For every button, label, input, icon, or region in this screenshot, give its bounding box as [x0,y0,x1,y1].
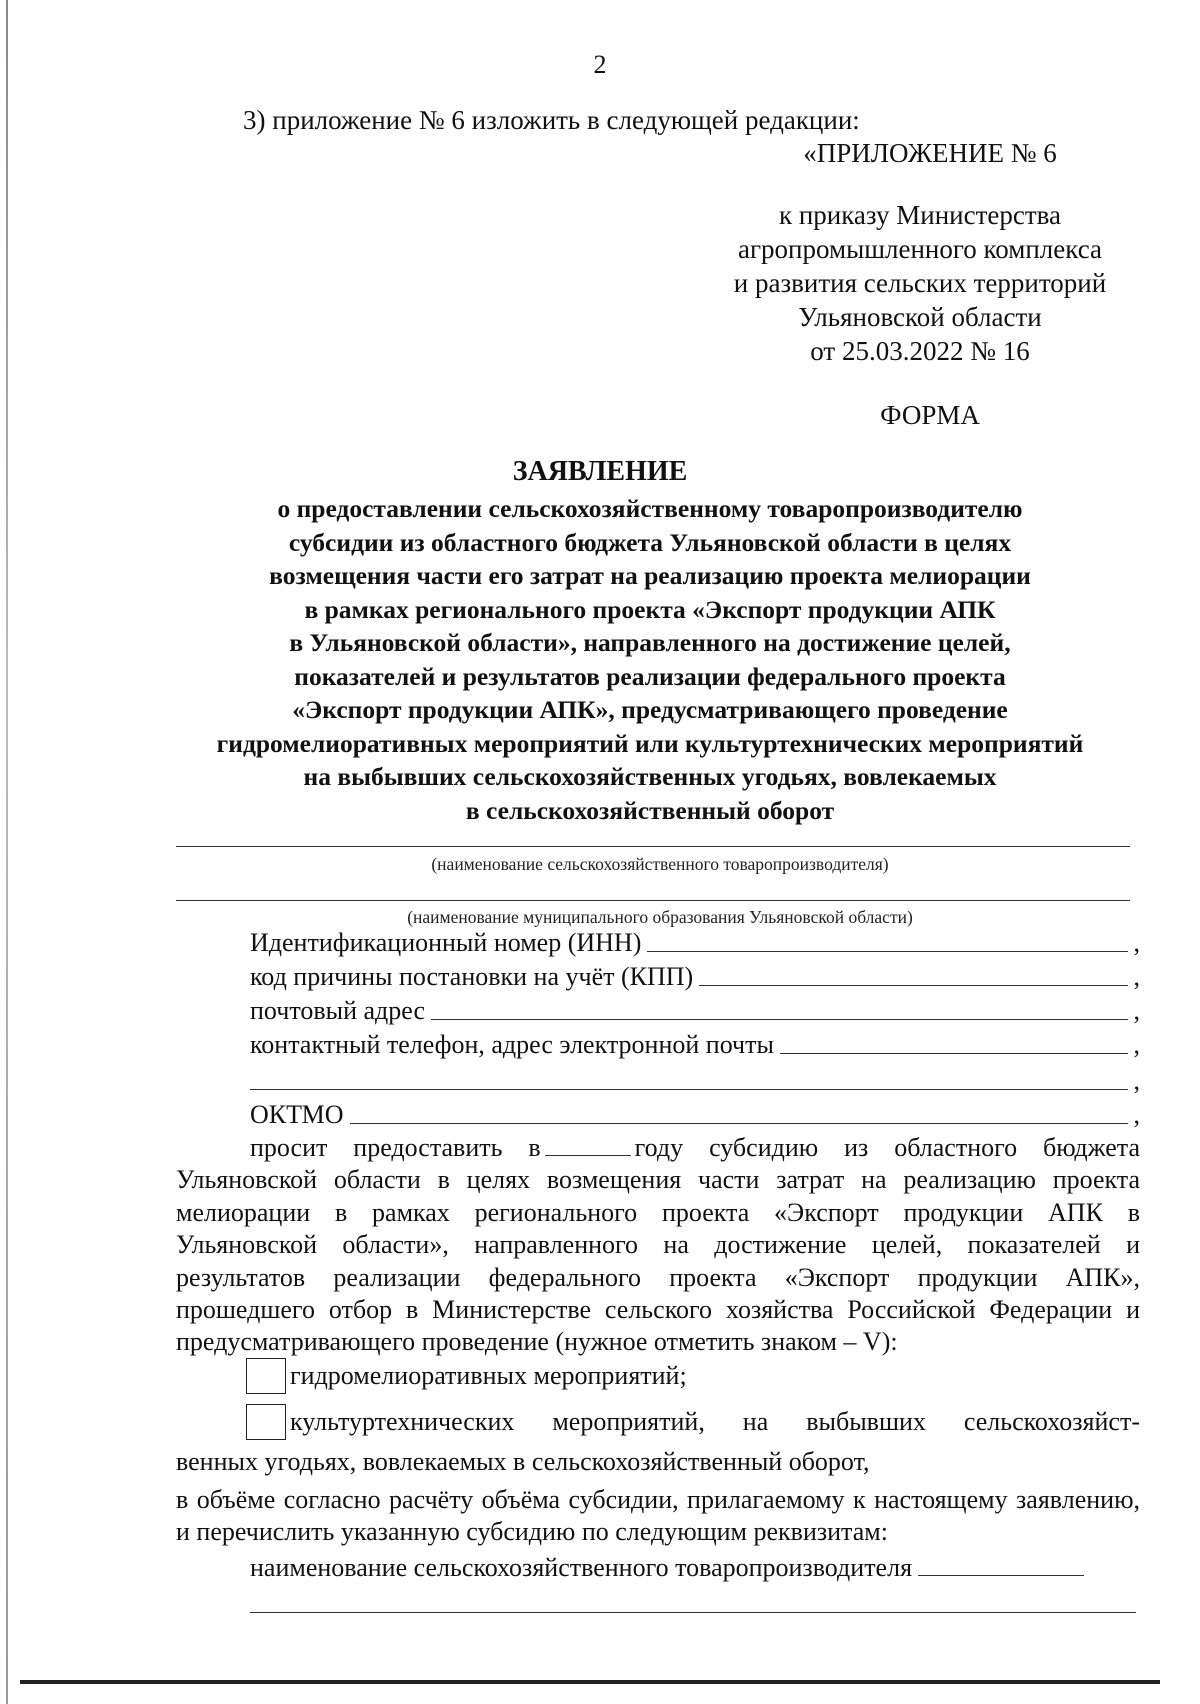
subtitle-line: гидромелиоративных мероприятий или культуртехнических мероприятий [216,728,1084,758]
request-continuation: Ульяновской области в целях возмещения части затрат на реализацию проекта мелиорации в рамках регионального проекта «Экспорт продукции АПК в Ульяновской области», направленного на достижение целей, показателей и результатов реализации федерального проекта «Экспорт продукции АПК», прошедшего отбор в Министерстве сельского хозяйства Российской Федерации и предусматривающего проведение (нужное отметить знаком – V): [176,1165,1140,1357]
producer-name-caption: (наименование сельскохозяйственного товаропроизводителя) [431,854,889,874]
request-after-year: году субсидию из областного бюджета [634,1133,1140,1162]
subtitle-line: показателей и результатов реализации федерального проекта [294,661,1006,691]
inn-field[interactable] [250,924,1140,958]
postal-address-label: почтовый адрес [250,996,425,1025]
field-separator: , [1133,1030,1140,1059]
kpp-blank[interactable] [699,965,1127,986]
contacts-continuation-blank[interactable] [250,1069,1128,1090]
municipality-line[interactable] [176,900,1130,901]
subtitle-line: «Экспорт продукции АПК», предусматривающего проведение [292,695,1008,724]
kpp-label: код причины постановки на учёт (КПП) [250,962,694,991]
cultural-option-continuation: венных угодьях, вовлекаемых в сельскохозяйственный оборот, [176,1447,870,1476]
cultural-option-label: культуртехнических мероприятий, на выбывших сельскохозяйст- [290,1407,1140,1436]
hydro-option[interactable] [246,1358,687,1394]
field-separator: , [1133,1066,1140,1095]
field-separator: , [1133,1100,1140,1129]
intro-line: 3) приложение № 6 изложить в следующей редакции: [243,105,860,135]
hydro-checkbox[interactable] [246,1358,286,1394]
contacts-blank[interactable] [780,1033,1128,1054]
form-label: ФОРМА [880,400,980,430]
appendix-line: к приказу Министерства [778,200,1062,230]
appendix-line: Ульяновской области [798,302,1042,332]
page-number: 2 [593,50,607,79]
postal-address-blank[interactable] [431,999,1128,1020]
appendix-reference [690,198,1150,368]
municipality-caption: (наименование муниципального образования Ульяновской области) [407,907,913,927]
subtitle-line: в рамках регионального проекта «Экспорт продукции АПК [304,594,996,624]
oktmo-blank[interactable] [350,1103,1128,1124]
field-separator: , [1133,962,1140,991]
year-blank[interactable] [545,1139,631,1156]
requisites-label: наименование сельскохозяйственного товаропроизводителя [250,1553,913,1582]
cultural-option[interactable] [246,1404,1140,1440]
subtitle-line: субсидии из областного бюджета Ульяновской области в целях [288,527,1012,557]
subtitle-line: на выбывших сельскохозяйственных угодьях, вовлекаемых [303,762,997,791]
appendix-heading: «ПРИЛОЖЕНИЕ № 6 [803,138,1057,168]
document-subtitle [160,492,1140,827]
postal-address-field[interactable] [250,992,1140,1026]
field-separator: , [1133,928,1140,957]
inn-label: Идентификационный номер (ИНН) [250,928,642,957]
requisites-row [250,1552,1084,1584]
contacts-field[interactable] [250,1026,1140,1060]
requisites-blank[interactable] [918,1555,1084,1576]
appendix-line: и развития сельских территорий [733,268,1107,298]
kpp-field[interactable] [250,958,1140,992]
subtitle-line: о предоставлении сельскохозяйственному товаропроизводителю [277,494,1023,523]
contacts-label: контактный телефон, адрес электронной почты [250,1030,774,1059]
subtitle-line: в сельскохозяйственный оборот [465,795,835,825]
appendix-line: от 25.03.2022 № 16 [810,336,1030,366]
oktmo-label: ОКТМО [250,1100,344,1129]
field-separator: , [1133,996,1140,1025]
requisites-continuation-line[interactable] [250,1612,1136,1613]
appendix-line: агропромышленного комплекса [738,234,1102,264]
request-paragraph [176,1132,1140,1359]
inn-blank[interactable] [647,931,1127,952]
closing-paragraph: в объёме согласно расчёту объёма субсидии, прилагаемому к настоящему заявлению, и перечислить указанную субсидию по следующим реквизитам: [176,1485,1140,1547]
document-title: ЗАЯВЛЕНИЕ [512,456,688,487]
scan-edge [6,0,8,1704]
scan-edge-bottom [20,1680,1160,1684]
oktmo-field[interactable] [250,1096,1140,1130]
contacts-continuation-field[interactable] [250,1062,1140,1096]
subtitle-line: возмещения части его затрат на реализацию проекта мелиорации [269,561,1031,590]
producer-name-line[interactable] [176,846,1130,847]
subtitle-line: в Ульяновской области», направленного на достижение целей, [289,628,1011,657]
hydro-option-label: гидромелиоративных мероприятий; [290,1361,687,1390]
request-start: просит предоставить в [250,1133,541,1162]
cultural-checkbox[interactable] [246,1404,286,1440]
